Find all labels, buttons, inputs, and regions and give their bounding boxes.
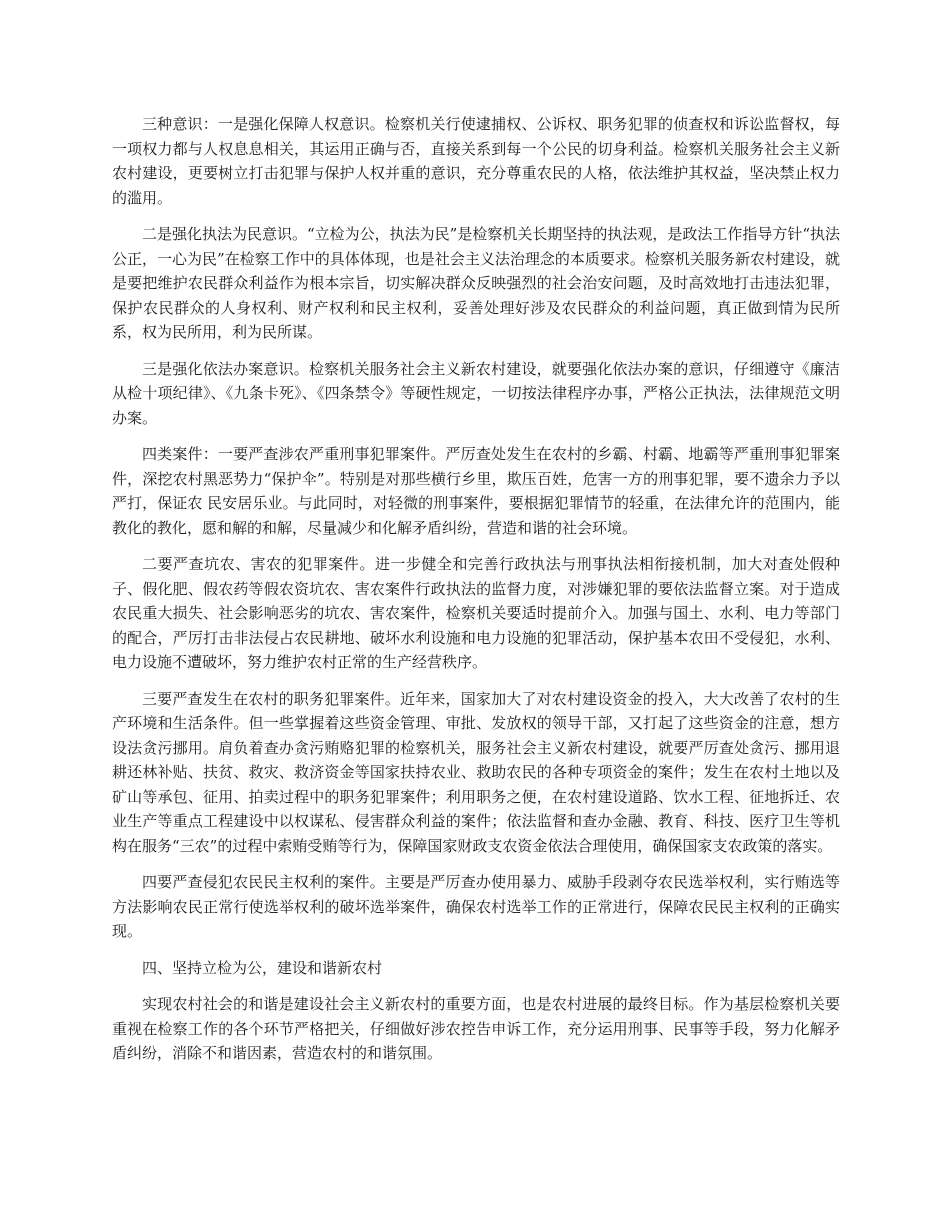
- section-heading-four: 四、坚持立检为公，建设和谐新农村: [142, 958, 383, 977]
- paragraph-harmonious-village: 实现农村社会的和谐是建设社会主义新农村的重要方面，也是农村进展的最终目标。作为基层检察机关要重视在检察工作的各个环节严格把关，仔细做好涉农控告申诉工作，充分运用刑事、民事等手段，努力化解矛盾纠纷，消除不和谐因素，营造农村的和谐氛围。: [112, 995, 840, 1062]
- paragraph-farmer-harm-crimes: 二要严查坑农、害农的犯罪案件。进一步健全和完善行政执法与刑事执法相衔接机制，加大对查处假种子、假化肥、假农药等假农资坑农、害农案件行政执法的监督力度，对涉嫌犯罪的要依法监督立案。对于造成农民重大损失、社会影响恶劣的坑农、害农案件，检察机关要适时提前介入。加强与国土、水利、电力等部门的配合，严厉打击非法侵占农民耕地、破坏水利设施和电力设施的犯罪活动，保护基本农田不受侵犯，水利、电力设施不遭破坏，努力维护农村正常的生产经营秩序。: [112, 555, 840, 671]
- paragraph-democratic-rights: 四要严查侵犯农民民主权利的案件。主要是严厉查办使用暴力、威胁手段剥夺农民选举权利，实行贿选等方法影响农民正常行使选举权利的破坏选举案件，确保农村选举工作的正常进行，保障农民民主权利的正确实现。: [112, 873, 840, 940]
- paragraph-three-awareness: 三种意识：一是强化保障人权意识。检察机关行使逮捕权、公诉权、职务犯罪的侦查权和诉讼监督权，每一项权力都与人权息息相关，其运用正确与否，直接关系到每一个公民的切身利益。检察机关服务社会主义新农村建设，更要树立打击犯罪与保护人权并重的意识，充分尊重农民的人格，依法维护其权益，坚决禁止权力的滥用。: [112, 115, 840, 207]
- paragraph-lawful-case-handling: 三是强化依法办案意识。检察机关服务社会主义新农村建设，就要强化依法办案的意识，仔细遵守《廉洁从检十项纪律》、《九条卡死》、《四条禁令》等硬性规定，一切按法律程序办事，严格公正执法，法律规范文明办案。: [112, 359, 840, 427]
- paragraph-law-enforcement-for-people: 二是强化执法为民意识。“立检为公，执法为民”是检察机关长期坚持的执法观，是政法工作指导方针“执法公正，一心为民”在检察工作中的具体体现，也是社会主义法治理念的本质要求。检察机关服务新农村建设，就是要把维护农民群众利益作为根本宗旨，切实解决群众反映强烈的社会治安问题，及时高效地打击违法犯罪，保护农民群众的人身权利、财产权利和民主权利，妥善处理好涉及农民群众的利益问题，真正做到情为民所系，权为民所用，利为民所谋。: [112, 225, 841, 341]
- paragraph-duty-crimes: 三要严查发生在农村的职务犯罪案件。近年来，国家加大了对农村建设资金的投入，大大改善了农村的生产环境和生活条件。但一些掌握着这些资金管理、审批、发放权的领导干部，又打起了这些资金的注意，想方设法贪污挪用。肩负着查办贪污贿赂犯罪的检察机关，服务社会主义新农村建设，就要严厉查处贪污、挪用退耕还林补贴、扶贫、救灾、救济资金等国家扶持农业、救助农民的各种专项资金的案件；发生在农村土地以及矿山等承包、征用、拍卖过程中的职务犯罪案件；利用职务之便，在农村建设道路、饮水工程、征地拆迁、农业生产等重点工程建设中以权谋私、侵害群众利益的案件；依法监督和查办金融、教育、科技、医疗卫生等机构在服务“三农”的过程中索贿受贿等行为，保障国家财政支农资金依法合理使用，确保国家支农政策的落实。: [112, 689, 840, 855]
- document-body: [112, 112, 840, 1078]
- paragraph-four-case-types: 四类案件：一要严查涉农严重刑事犯罪案件。严厉查处发生在农村的乡霸、村霸、地霸等严重刑事犯罪案件，深挖农村黑恶势力“保护伞”。特别是对那些横行乡里，欺压百姓，危害一方的刑事犯罪，要不遗余力予以严打，保证农 民安居乐业。与此同时，对轻微的刑事案件，要根据犯罪情节的轻重，在法律允许的范围内，能教化的教化，愿和解的和解，尽量减少和化解矛盾纠纷，营造和谐的社会环境。: [112, 445, 840, 537]
